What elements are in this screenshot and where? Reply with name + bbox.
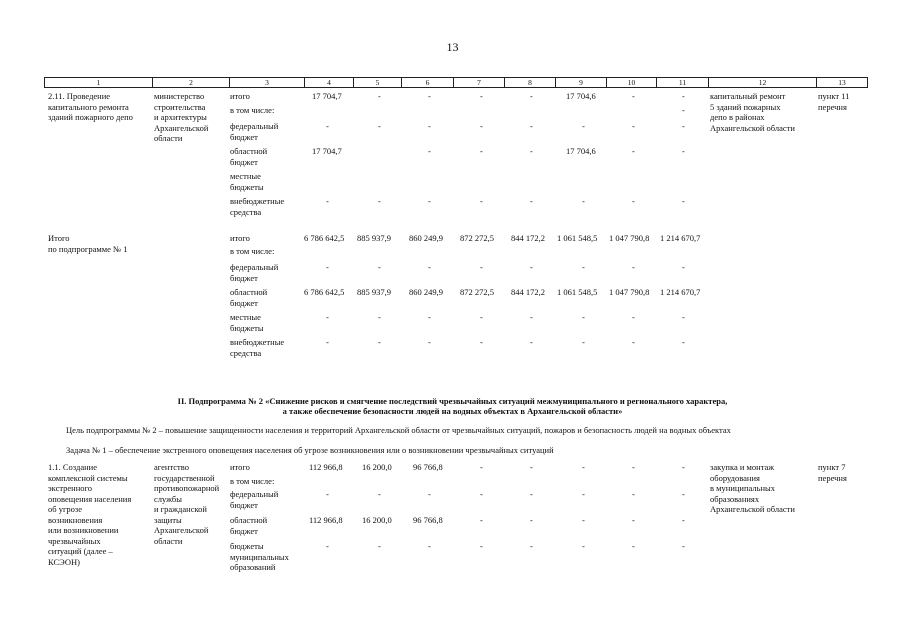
column-header-3: 3	[230, 78, 305, 87]
source-federal: федеральный бюджет	[230, 121, 279, 142]
column-header-11: 11	[657, 78, 709, 87]
column-header-8: 8	[505, 78, 556, 87]
source-itogo: итого	[230, 462, 250, 472]
value-cell: -	[632, 91, 635, 101]
value-cell: -	[326, 312, 329, 322]
value-cell: 112 966,8	[309, 515, 343, 525]
column-header-2: 2	[153, 78, 230, 87]
executor-text: министерство строительства и архитектуры Архангельской области	[154, 91, 209, 143]
value-cell: -	[326, 541, 329, 551]
value-cell: -	[682, 515, 685, 525]
value-cell: -	[682, 337, 685, 347]
value-cell: -	[682, 262, 685, 272]
value-cell: -	[530, 541, 533, 551]
task-statement: Задача № 1 – обеспечение экстренного оповещения населения об угрозе возникновения или о возникновении чрезвычайных ситуаций	[66, 445, 554, 455]
value-cell: -	[530, 312, 533, 322]
value-cell: -	[632, 489, 635, 499]
value-cell: -	[632, 312, 635, 322]
value-cell: 872 272,5	[460, 287, 494, 297]
source-mestnye: местные бюджеты	[230, 312, 264, 333]
value-cell: -	[428, 489, 431, 499]
column-header-12: 12	[709, 78, 817, 87]
source-itogo: итого	[230, 233, 250, 243]
value-cell: -	[428, 337, 431, 347]
value-cell: -	[530, 489, 533, 499]
value-cell: -	[428, 312, 431, 322]
value-cell: -	[480, 462, 483, 472]
value-cell: -	[632, 462, 635, 472]
page-number: 13	[446, 40, 459, 54]
value-cell: -	[428, 262, 431, 272]
value-cell: 860 249,9	[409, 233, 443, 243]
value-cell: -	[326, 337, 329, 347]
task-text: 2.11. Проведение капитального ремонта зданий пожарного депо	[48, 91, 133, 122]
value-cell: -	[582, 541, 585, 551]
column-header-row	[44, 77, 868, 88]
value-cell: -	[632, 337, 635, 347]
value-cell: -	[428, 91, 431, 101]
value-cell: -	[582, 515, 585, 525]
value-cell: -	[378, 262, 381, 272]
value-cell: -	[632, 146, 635, 156]
value-cell: -	[480, 146, 483, 156]
value-cell: 1 047 790,8	[609, 287, 650, 297]
value-cell: -	[682, 146, 685, 156]
value-cell: -	[480, 262, 483, 272]
value-cell: 872 272,5	[460, 233, 494, 243]
value-cell: -	[378, 121, 381, 131]
source-mun: бюджеты муниципальных образований	[230, 541, 289, 572]
column-header-13: 13	[838, 78, 846, 87]
source-federal: федеральный бюджет	[230, 262, 279, 283]
value-cell: -	[530, 337, 533, 347]
value-cell: -	[378, 337, 381, 347]
value-cell: 96 766,8	[413, 515, 443, 525]
value-cell: -	[682, 541, 685, 551]
value-cell: 1 047 790,8	[609, 233, 650, 243]
value-cell: -	[530, 121, 533, 131]
value-cell: 112 966,8	[309, 462, 343, 472]
value-cell: -	[326, 489, 329, 499]
value-cell: -	[480, 196, 483, 206]
value-cell: 860 249,9	[409, 287, 443, 297]
result-text: закупка и монтаж оборудования в муниципальных образованиях Архангельской области	[710, 462, 795, 514]
value-cell: -	[530, 196, 533, 206]
value-cell: -	[428, 541, 431, 551]
value-cell: -	[582, 489, 585, 499]
value-cell: 1 061 548,5	[557, 287, 598, 297]
value-cell: -	[632, 541, 635, 551]
column-header-1: 1	[45, 78, 153, 87]
column-header-10: 10	[607, 78, 657, 87]
value-cell: -	[428, 121, 431, 131]
source-itogo: итого	[230, 91, 250, 101]
value-cell: -	[480, 515, 483, 525]
source-vneb: внебюджетные средства	[230, 337, 285, 358]
value-cell: 96 766,8	[413, 462, 443, 472]
source-vtom: в том числе:	[230, 246, 275, 256]
value-cell: 17 704,6	[566, 91, 596, 101]
value-cell: -	[326, 196, 329, 206]
value-cell: -	[378, 541, 381, 551]
value-cell: 17 704,7	[312, 146, 342, 156]
value-cell: -	[632, 121, 635, 131]
subprogram-heading-line-2: а также обеспечение безопасности людей на водных объектах в Архангельской области»	[282, 406, 623, 416]
value-cell: 1 061 548,5	[557, 233, 598, 243]
itogo-label: Итого по подпрограмме № 1	[48, 233, 128, 254]
column-header-6: 6	[402, 78, 454, 87]
value-cell: -	[682, 121, 685, 131]
subprogram-heading: II. Подпрограмма № 2 «Снижение рисков и смягчение последствий чрезвычайных ситуаций межмуниципального и регионального характера,	[177, 396, 728, 406]
value-cell: -	[530, 462, 533, 472]
value-cell: -	[682, 312, 685, 322]
goal-text: Цель подпрограммы № 2 – повышение защищенности населения и территорий Архангельской области от чрезвычайных ситуаций, пожаров и безопасность людей на водных объектах	[66, 425, 731, 435]
value-cell: 1 214 670,7	[660, 233, 701, 243]
value-cell: -	[378, 489, 381, 499]
value-cell: -	[378, 196, 381, 206]
value-cell: 844 172,2	[511, 233, 545, 243]
value-cell: -	[480, 541, 483, 551]
value-cell: 16 200,0	[362, 462, 392, 472]
value-cell: -	[582, 262, 585, 272]
value-cell: -	[530, 515, 533, 525]
value-cell: 6 786 642,5	[304, 287, 345, 297]
value-cell: -	[326, 121, 329, 131]
value-cell: -	[582, 121, 585, 131]
value-cell: -	[428, 146, 431, 156]
source-mestnye: местные бюджеты	[230, 171, 264, 192]
value-cell: -	[480, 91, 483, 101]
link-text: пункт 11 перечня	[818, 91, 850, 112]
value-cell: -	[582, 196, 585, 206]
source-vneb: внебюджетные средства	[230, 196, 285, 217]
value-cell: -	[632, 196, 635, 206]
value-cell: -	[480, 489, 483, 499]
value-cell: -	[428, 196, 431, 206]
value-cell: -	[682, 91, 685, 101]
value-cell: -	[682, 196, 685, 206]
value-cell: 17 704,7	[312, 91, 342, 101]
value-cell: -	[480, 337, 483, 347]
value-cell: -	[632, 515, 635, 525]
link-text: пункт 7 перечня	[818, 462, 847, 483]
column-header-9: 9	[556, 78, 607, 87]
column-header-5: 5	[354, 78, 402, 87]
source-vtom: в том числе:	[230, 476, 275, 486]
source-federal: федеральный бюджет	[230, 489, 279, 510]
source-vtom: в том числе:	[230, 105, 275, 115]
value-cell: -	[582, 462, 585, 472]
value-cell: -	[582, 337, 585, 347]
value-cell: -	[682, 489, 685, 499]
result-text: капитальный ремонт 5 зданий пожарных депо в районах Архангельской области	[710, 91, 795, 133]
value-cell: 885 937,9	[357, 233, 391, 243]
column-header-7: 7	[454, 78, 505, 87]
value-cell: -	[530, 262, 533, 272]
value-cell: -	[480, 121, 483, 131]
value-cell: 844 172,2	[511, 287, 545, 297]
source-oblast: областной бюджет	[230, 146, 268, 167]
column-header-4: 4	[305, 78, 354, 87]
value-cell: -	[378, 312, 381, 322]
value-cell: 16 200,0	[362, 515, 392, 525]
value-cell: -	[632, 262, 635, 272]
value-cell: 1 214 670,7	[660, 287, 701, 297]
value-cell: -	[682, 462, 685, 472]
value-cell: 17 704,6	[566, 146, 596, 156]
executor-text: агентство государственной противопожарной службы и гражданской защиты Архангельской области	[154, 462, 220, 546]
value-cell: 885 937,9	[357, 287, 391, 297]
value-cell: -	[582, 312, 585, 322]
value-cell: -	[378, 91, 381, 101]
value-cell: -	[530, 91, 533, 101]
value-cell: 6 786 642,5	[304, 233, 345, 243]
value-cell: -	[682, 105, 685, 115]
value-cell: -	[480, 312, 483, 322]
source-oblast: областной бюджет	[230, 515, 268, 536]
value-cell: -	[530, 146, 533, 156]
value-cell: -	[326, 262, 329, 272]
source-oblast: областной бюджет	[230, 287, 268, 308]
task-text: 1.1. Создание комплексной системы экстренного оповещения населения об угрозе возникновения или возникновении чрезвычайных ситуаций (далее – КСЭОН)	[48, 462, 132, 567]
